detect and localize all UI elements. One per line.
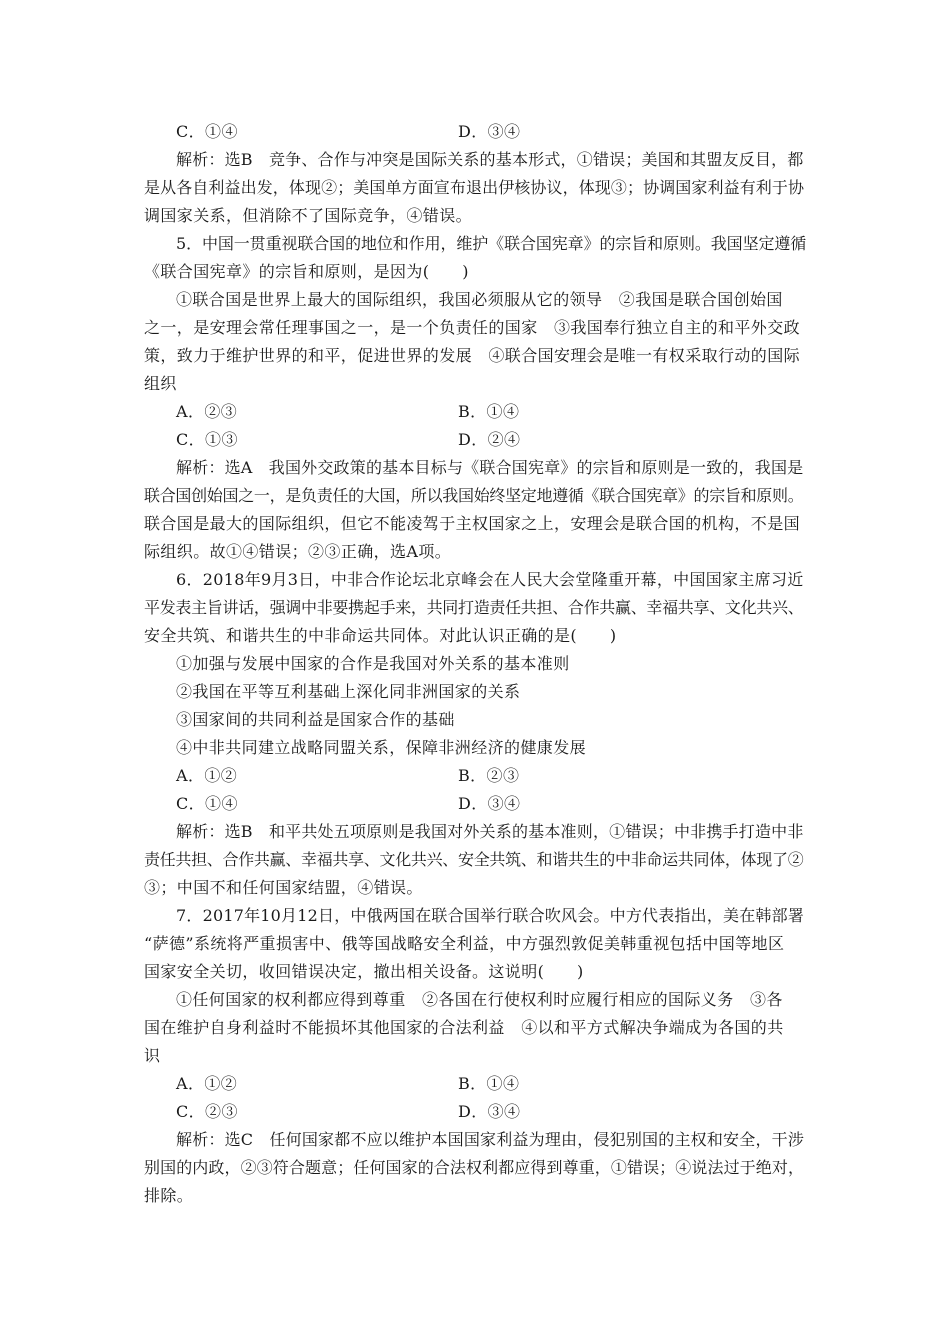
q7-stem-line: 国家安全关切，收回错误决定，撤出相关设备。这说明( ) [144,962,584,981]
q5-item-line: 策，致力于维护世界的和平，促进世界的发展 ④联合国安理会是唯一有权采取行动的国际 [144,346,801,365]
q4-options-row-2 [144,118,806,146]
q5-option-c: C．①③ [176,430,238,449]
q5-option-b: B．①④ [458,402,520,421]
q7-stem-line: “萨德”系统将严重损害中、俄等国战略安全利益，中方强烈敦促美韩重视包括中国等地区 [144,934,785,953]
q7-option-a: A．①② [176,1074,238,1093]
q4-analysis-line: 是从各自利益出发，体现②；美国单方面宣布退出伊核协议，体现③；协调国家利益有利于协 [144,178,805,197]
q5-analysis-line: 联合国是最大的国际组织，但它不能凌驾于主权国家之上，安理会是联合国的机构，不是国 [144,514,801,533]
q7-options-row-1 [144,1070,806,1098]
q6-item-line: ①加强与发展中国家的合作是我国对外关系的基本准则 [176,654,570,673]
q5-item-line: ①联合国是世界上最大的国际组织，我国必须服从它的领导 ②我国是联合国创始国 [176,290,783,309]
q6-options-row-1 [144,762,806,790]
q5-stem-line: 5．中国一贯重视联合国的地位和作用，维护《联合国宪章》的宗旨和原则。我国坚定遵循 [176,234,807,253]
q6-item-line: ③国家间的共同利益是国家合作的基础 [176,710,455,729]
q7-options-row-2 [144,1098,806,1126]
q6-options-row-2 [144,790,806,818]
q6-analysis-line: 解析：选B 和平共处五项原则是我国对外关系的基本准则，①错误；中非携手打造中非 [176,822,804,841]
q5-stem-line: 《联合国宪章》的宗旨和原则，是因为( ) [144,262,469,281]
q5-analysis-line: 际组织。故①④错误；②③正确，选A项。 [144,542,452,561]
q5-analysis-line: 解析：选A 我国外交政策的基本目标与《联合国宪章》的宗旨和原则是一致的，我国是 [176,458,804,477]
q5-options-row-1 [144,398,806,426]
q7-option-c: C．②③ [176,1102,238,1121]
q6-option-b: B．②③ [458,766,520,785]
q5-option-d: D．②④ [458,430,521,449]
q6-stem-line: 6．2018年9月3日，中非合作论坛北京峰会在人民大会堂隆重开幕，中国国家主席习近 [176,570,804,589]
q7-item-line: ①任何国家的权利都应得到尊重 ②各国在行使权利时应履行相应的国际义务 ③各 [176,990,783,1009]
q7-item-line: 国在维护自身利益时不能损坏其他国家的合法利益 ④以和平方式解决争端成为各国的共 [144,1018,784,1037]
q6-stem-line: 安全共筑、和谐共生的中非命运共同体。对此认识正确的是( ) [144,626,617,645]
q5-item-line: 组织 [144,374,177,393]
q5-option-a: A．②③ [176,402,238,421]
q7-analysis-line: 别国的内政，②③符合题意；任何国家的合法权利都应得到尊重，①错误；④说法过于绝对， [144,1158,805,1177]
q4-analysis-line: 调国家关系，但消除不了国际竞争，④错误。 [144,206,473,225]
q6-analysis-line: 责任共担、合作共赢、幸福共享、文化共兴、安全共筑、和谐共生的中非命运共同体，体现了② [144,850,804,869]
q7-item-line: 识 [144,1046,161,1065]
q7-stem-line: 7．2017年10月12日，中俄两国在联合国举行联合吹风会。中方代表指出，美在韩部署 [176,906,805,925]
page-content [144,118,806,1210]
q5-options-row-2 [144,426,806,454]
q7-analysis-line: 解析：选C 任何国家都不应以维护本国国家利益为理由，侵犯别国的主权和安全，干涉 [176,1130,805,1149]
q5-analysis-line: 联合国创始国之一，是负责任的大国，所以我国始终坚定地遵循《联合国宪章》的宗旨和原则。 [144,486,804,505]
q6-option-c: C．①④ [176,794,238,813]
q4-analysis-line: 解析：选B 竞争、合作与冲突是国际关系的基本形式，①错误；美国和其盟友反目，都 [176,150,804,169]
q6-item-line: ④中非共同建立战略同盟关系，保障非洲经济的健康发展 [176,738,587,757]
q6-item-line: ②我国在平等互利基础上深化同非洲国家的关系 [176,682,521,701]
q6-option-a: A．①② [176,766,238,785]
q7-option-b: B．①④ [458,1074,520,1093]
q4-option-d: D．③④ [458,122,521,141]
q6-option-d: D．③④ [458,794,521,813]
q6-analysis-line: ③；中国不和任何国家结盟，④错误。 [144,878,423,897]
q4-option-c: C．①④ [176,122,238,141]
q7-analysis-line: 排除。 [144,1186,194,1205]
q6-stem-line: 平发表主旨讲话，强调中非要携起手来，共同打造责任共担、合作共赢、幸福共享、文化共兴、 [144,598,804,617]
q5-item-line: 之一，是安理会常任理事国之一，是一个负责任的国家 ③我国奉行独立自主的和平外交政 [144,318,801,337]
q7-option-d: D．③④ [458,1102,521,1121]
